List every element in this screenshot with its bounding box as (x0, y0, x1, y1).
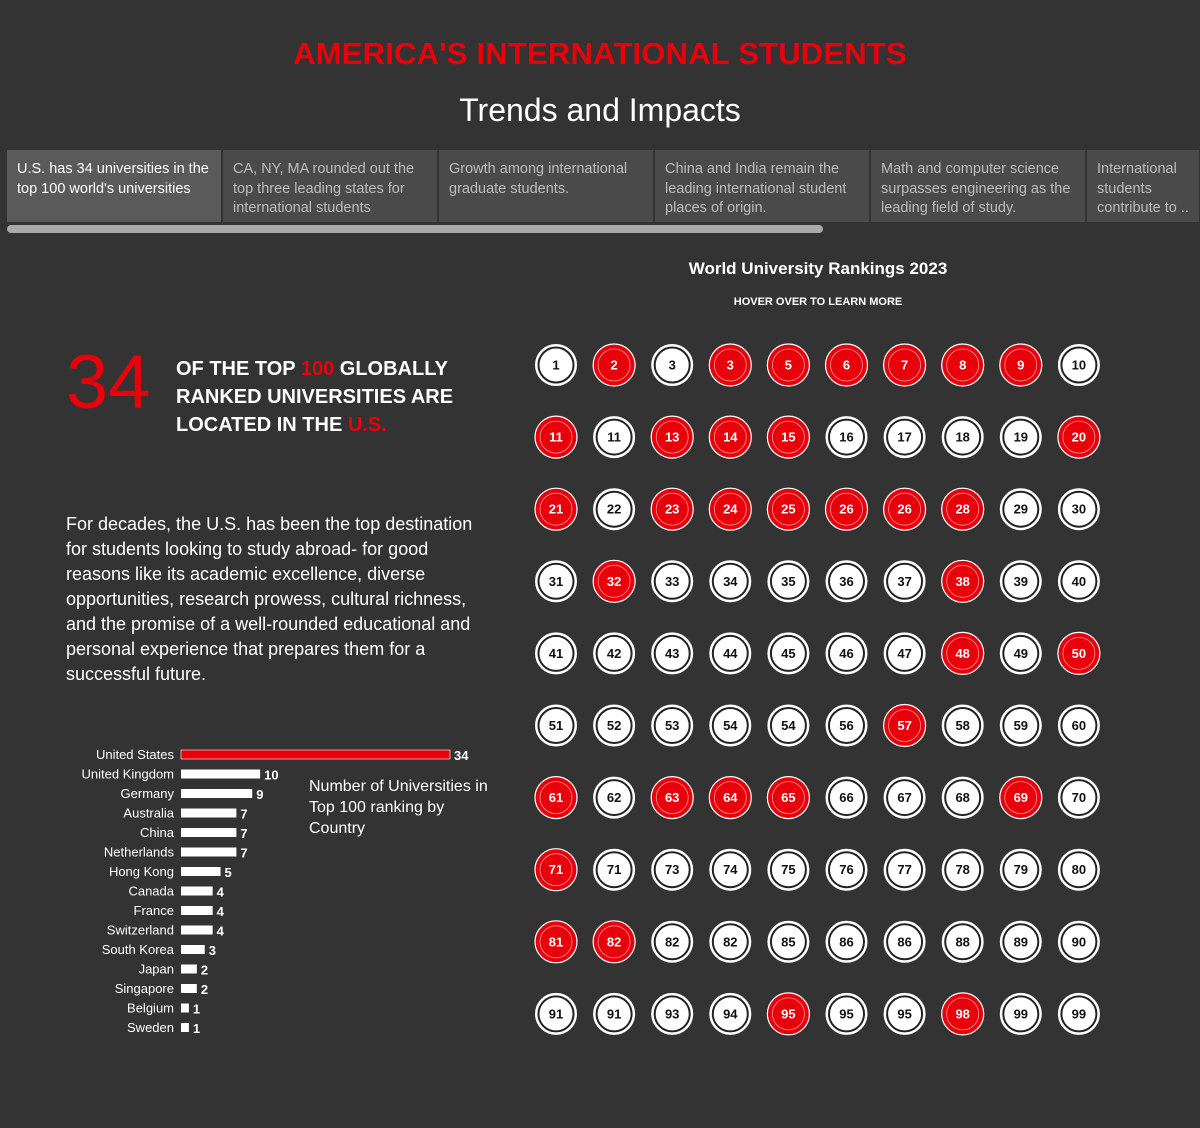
rank-label: 67 (897, 790, 912, 806)
bar[interactable] (181, 926, 213, 935)
rank-label: 71 (606, 862, 622, 878)
rank-circle[interactable] (885, 561, 925, 601)
rank-circle[interactable] (1000, 777, 1042, 819)
rank-circle[interactable] (652, 706, 692, 746)
rank-label: 24 (723, 501, 738, 517)
rank-label: 73 (664, 862, 680, 878)
rank-circle[interactable] (1059, 994, 1099, 1034)
rank-circle[interactable] (594, 417, 634, 457)
rank-circle[interactable] (535, 921, 577, 963)
rank-label: 95 (897, 1006, 912, 1022)
bar-chart-title: Number of Universities in Top 100 ranking by Country (309, 778, 488, 837)
bar-value: 1 (192, 1021, 201, 1036)
rank-label: 66 (839, 790, 854, 806)
rank-circle[interactable] (1058, 416, 1100, 458)
rank-label: 3 (668, 357, 676, 373)
rank-label: 3 (726, 357, 734, 373)
rank-label: 16 (839, 429, 854, 445)
rank-label: 65 (781, 790, 796, 806)
rankings-hint: HOVER OVER TO LEARN MORE (733, 296, 903, 308)
bar-label: Netherlands (103, 844, 174, 860)
rank-circle[interactable] (768, 706, 808, 746)
rank-label: 74 (723, 862, 738, 878)
rank-label: 54 (723, 718, 738, 733)
rank-circle[interactable] (942, 488, 984, 530)
rank-circle[interactable] (594, 633, 634, 673)
rank-circle[interactable] (536, 994, 576, 1034)
rank-circle[interactable] (943, 706, 983, 746)
rank-label: 36 (839, 573, 854, 589)
rank-label: 25 (781, 501, 796, 517)
bar-value: 2 (200, 962, 209, 978)
rank-circle[interactable] (942, 993, 984, 1035)
rank-circle[interactable] (767, 344, 809, 386)
rank-label: 19 (1013, 429, 1029, 445)
rank-circle[interactable] (1001, 922, 1041, 962)
rank-circle[interactable] (651, 488, 693, 530)
rank-circle[interactable] (710, 850, 750, 890)
rank-circle[interactable] (710, 922, 750, 962)
rank-label: 81 (548, 934, 564, 950)
rank-circle[interactable] (709, 416, 751, 458)
rank-circle[interactable] (1059, 489, 1099, 529)
rank-label: 95 (781, 1006, 796, 1022)
rank-circle[interactable] (1059, 922, 1099, 962)
bar[interactable] (181, 750, 450, 759)
tab-graduate-growth[interactable]: Growth among international graduate students. (439, 150, 653, 222)
rank-circle[interactable] (1059, 345, 1099, 385)
bar[interactable] (181, 1004, 189, 1013)
rank-label: 21 (548, 501, 564, 517)
bar-value: 7 (240, 806, 248, 822)
rank-circle[interactable] (593, 560, 635, 602)
rank-circle[interactable] (710, 561, 750, 601)
bar-label: Hong Kong (108, 864, 174, 879)
tab-field-of-study[interactable]: Math and computer science surpasses engineering as the leading field of study. (871, 150, 1085, 222)
rank-label: 52 (606, 718, 622, 733)
bar[interactable] (181, 1023, 189, 1032)
rank-circle[interactable] (827, 706, 867, 746)
rank-circle[interactable] (767, 993, 809, 1035)
bar[interactable] (181, 828, 236, 837)
rank-label: 99 (1071, 1006, 1087, 1022)
rank-label: 75 (781, 862, 796, 878)
rank-label: 78 (955, 862, 970, 878)
rank-label: 82 (606, 934, 622, 950)
rank-label: 64 (723, 790, 738, 806)
rank-label: 53 (664, 718, 680, 733)
bar[interactable] (181, 770, 260, 779)
rank-label: 54 (781, 718, 796, 733)
rank-label: 94 (723, 1006, 738, 1022)
bar-value: 5 (224, 865, 232, 880)
rank-circle[interactable] (942, 632, 984, 674)
rank-circle[interactable] (536, 633, 576, 673)
rank-circle[interactable] (1001, 417, 1041, 457)
rank-circle[interactable] (884, 344, 926, 386)
rank-circle[interactable] (827, 850, 867, 890)
rank-circle[interactable] (652, 561, 692, 601)
rank-circle[interactable] (885, 633, 925, 673)
bar-label: United Kingdom (81, 766, 174, 782)
rank-circle[interactable] (943, 922, 983, 962)
rank-label: 93 (664, 1006, 680, 1022)
bar-value: 34 (454, 748, 469, 763)
rank-label: 85 (781, 934, 796, 950)
rank-label: 11 (607, 429, 621, 445)
rank-label: 88 (955, 934, 970, 950)
rank-label: 79 (1013, 862, 1029, 878)
rank-label: 70 (1071, 790, 1087, 806)
bar[interactable] (181, 945, 205, 954)
rank-label: 40 (1071, 573, 1087, 589)
rank-circle[interactable] (768, 561, 808, 601)
rank-circle[interactable] (535, 488, 577, 530)
rank-circle[interactable] (593, 921, 635, 963)
rank-circle[interactable] (594, 778, 634, 818)
rank-circle[interactable] (885, 417, 925, 457)
bar-label: Singapore (114, 981, 174, 996)
rank-label: 98 (955, 1006, 970, 1022)
rank-circle[interactable] (1001, 561, 1041, 601)
rank-label: 34 (723, 573, 738, 589)
rank-label: 80 (1071, 862, 1087, 878)
rank-label: 26 (839, 501, 854, 517)
tab-leading-states[interactable]: CA, NY, MA rounded out the top three leading states for international students (223, 150, 437, 222)
rank-circle[interactable] (942, 344, 984, 386)
rank-circle[interactable] (1001, 706, 1041, 746)
rank-circle[interactable] (710, 994, 750, 1034)
rank-circle[interactable] (1059, 706, 1099, 746)
rank-circle[interactable] (1059, 850, 1099, 890)
intro-paragraph: For decades, the U.S. has been the top destination for students looking to study abroad- for good reasons like its academic excellence, diverse opportunities, research prowess, cultural richness, and the promise of a well-rounded educational and personal experience that prepares them for a successful future. (66, 514, 473, 684)
rank-label: 18 (955, 429, 970, 445)
rank-label: 58 (955, 718, 970, 733)
rank-label: 63 (664, 790, 680, 806)
tab-us-universities[interactable]: U.S. has 34 universities in the top 100 world's universities (7, 150, 221, 222)
rank-circle[interactable] (943, 850, 983, 890)
bar-value: 10 (264, 767, 279, 783)
bar-label: Sweden (127, 1020, 174, 1035)
rank-label: 49 (1013, 645, 1029, 661)
rank-label: 68 (955, 790, 970, 806)
story-tabs (7, 150, 1200, 222)
rank-label: 26 (897, 501, 912, 517)
rank-label: 1 (552, 357, 560, 373)
rank-label: 48 (955, 645, 970, 661)
bar-value: 4 (216, 923, 224, 939)
headline-part-b: GLOBALLY RANKED UNIVERSITIES ARE LOCATED IN THE (176, 358, 454, 436)
rank-circle[interactable] (709, 777, 751, 819)
rank-label: 62 (606, 790, 622, 806)
rank-circle[interactable] (827, 633, 867, 673)
bar-label: South Korea (101, 942, 174, 957)
rank-circle[interactable] (535, 849, 577, 891)
bar-label: Switzerland (106, 922, 174, 938)
rank-label: 82 (723, 934, 738, 950)
rank-circle[interactable] (827, 922, 867, 962)
rank-circle[interactable] (826, 488, 868, 530)
rank-circle[interactable] (536, 561, 576, 601)
rank-circle[interactable] (885, 778, 925, 818)
rank-circle[interactable] (943, 417, 983, 457)
rank-label: 86 (839, 934, 854, 950)
rank-circle[interactable] (767, 416, 809, 458)
bar-value: 7 (240, 826, 248, 841)
rank-circle[interactable] (652, 633, 692, 673)
rank-label: 11 (549, 429, 563, 445)
rank-label: 28 (955, 501, 970, 517)
rank-label: 41 (548, 645, 564, 661)
headline-part-a: OF THE TOP (176, 358, 301, 380)
rank-circle[interactable] (594, 994, 634, 1034)
page-subtitle: Trends and Impacts (459, 92, 741, 128)
bar-value: 4 (216, 904, 224, 919)
rank-label: 95 (839, 1006, 854, 1022)
rankings-grid (530, 336, 1130, 1046)
rank-label: 29 (1013, 501, 1029, 517)
bar[interactable] (181, 867, 221, 876)
rank-label: 2 (610, 357, 618, 373)
rank-circle[interactable] (536, 706, 576, 746)
rank-circle[interactable] (594, 850, 634, 890)
tab-economic-contribution[interactable]: International students contribute to .. (1087, 150, 1199, 222)
rank-label: 91 (606, 1006, 622, 1022)
rank-label: 60 (1071, 718, 1087, 733)
rank-label: 47 (897, 645, 912, 661)
rank-label: 32 (606, 573, 622, 589)
rank-circle[interactable] (767, 777, 809, 819)
bar-label: France (133, 903, 174, 918)
rank-circle[interactable] (768, 922, 808, 962)
bar-value: 1 (192, 1001, 201, 1017)
rank-label: 45 (781, 645, 796, 661)
rank-label: 44 (723, 645, 738, 661)
rank-circle[interactable] (1000, 344, 1042, 386)
rank-circle[interactable] (943, 778, 983, 818)
bar[interactable] (181, 789, 252, 798)
bar-label: Belgium (127, 1000, 174, 1016)
rankings-title: World University Rankings 2023 (688, 259, 948, 278)
big-number: 34 (66, 340, 151, 425)
bar[interactable] (181, 965, 197, 974)
rank-circle[interactable] (885, 850, 925, 890)
rank-label: 17 (897, 429, 912, 445)
rank-label: 77 (897, 862, 912, 878)
rank-circle[interactable] (594, 706, 634, 746)
bar-label: Japan (138, 961, 174, 977)
rank-label: 90 (1071, 934, 1087, 950)
rank-label: 5 (784, 357, 793, 373)
rank-label: 9 (1017, 357, 1025, 373)
rank-label: 50 (1071, 645, 1087, 661)
rank-label: 99 (1013, 1006, 1029, 1022)
rank-circle[interactable] (884, 488, 926, 530)
rank-circle[interactable] (1001, 850, 1041, 890)
rank-label: 30 (1071, 501, 1087, 517)
rank-circle[interactable] (942, 560, 984, 602)
rank-circle[interactable] (1001, 489, 1041, 529)
bar-value: 9 (256, 787, 264, 802)
rank-circle[interactable] (536, 345, 576, 385)
rank-label: 46 (839, 645, 854, 661)
rank-circle[interactable] (651, 777, 693, 819)
rank-label: 14 (723, 429, 738, 445)
bar-label: Australia (123, 805, 174, 821)
rank-label: 7 (900, 357, 909, 373)
bar[interactable] (181, 809, 236, 818)
rank-label: 33 (664, 573, 680, 589)
rank-circle[interactable] (710, 706, 750, 746)
rank-circle[interactable] (1001, 994, 1041, 1034)
rank-label: 38 (955, 573, 970, 589)
rank-label: 8 (959, 357, 967, 373)
rank-circle[interactable] (768, 850, 808, 890)
bar[interactable] (181, 848, 236, 857)
rank-circle[interactable] (827, 561, 867, 601)
bar[interactable] (181, 887, 213, 896)
rank-label: 15 (781, 429, 796, 445)
rank-label: 35 (781, 573, 796, 589)
page-title: AMERICA'S INTERNATIONAL STUDENTS (293, 36, 907, 71)
rank-circle[interactable] (827, 417, 867, 457)
rank-label: 61 (548, 790, 564, 806)
bar-label: Germany (120, 786, 174, 801)
headline-highlight-100: 100 (300, 358, 335, 380)
rank-label: 51 (548, 718, 564, 733)
bar-label: Canada (128, 883, 174, 899)
rank-label: 91 (548, 1006, 564, 1022)
rank-circle[interactable] (767, 488, 809, 530)
rank-circle[interactable] (652, 345, 692, 385)
rank-circle[interactable] (709, 344, 751, 386)
headline-text (176, 355, 476, 439)
rank-label: 59 (1013, 718, 1029, 733)
rank-label: 37 (897, 573, 912, 589)
rank-label: 13 (664, 429, 680, 445)
rank-label: 76 (839, 862, 854, 878)
rank-label: 20 (1071, 429, 1087, 445)
rank-label: 89 (1013, 934, 1029, 950)
rank-label: 71 (548, 862, 564, 878)
rank-label: 86 (897, 934, 912, 950)
rank-circle[interactable] (651, 416, 693, 458)
rank-label: 6 (842, 357, 851, 373)
rank-label: 82 (664, 934, 680, 950)
rank-circle[interactable] (709, 488, 751, 530)
rank-label: 57 (897, 718, 912, 733)
tab-places-of-origin[interactable]: China and India remain the leading international student places of origin. (655, 150, 869, 222)
rank-circle[interactable] (1001, 633, 1041, 673)
rank-circle[interactable] (827, 994, 867, 1034)
rank-circle[interactable] (652, 922, 692, 962)
bar-value: 2 (200, 982, 209, 997)
rank-circle[interactable] (652, 994, 692, 1034)
rank-circle[interactable] (885, 922, 925, 962)
bar[interactable] (181, 984, 197, 993)
rank-circle[interactable] (1058, 632, 1100, 674)
rank-label: 31 (548, 573, 564, 589)
rank-label: 42 (606, 645, 622, 661)
rank-circle[interactable] (1059, 778, 1099, 818)
rank-label: 69 (1013, 790, 1029, 806)
bar[interactable] (181, 906, 213, 915)
rank-circle[interactable] (535, 777, 577, 819)
rank-circle[interactable] (1059, 561, 1099, 601)
rank-circle[interactable] (710, 633, 750, 673)
rank-label: 56 (839, 718, 854, 733)
bar-label: United States (95, 747, 174, 762)
rank-label: 39 (1013, 573, 1029, 589)
rank-circle[interactable] (594, 489, 634, 529)
bar-label: China (140, 825, 174, 840)
bar-value: 4 (216, 884, 224, 900)
rank-circle[interactable] (768, 633, 808, 673)
bar-value: 7 (240, 845, 248, 861)
rank-circle[interactable] (884, 705, 926, 747)
rank-circle[interactable] (885, 994, 925, 1034)
headline-highlight-us: U.S. (347, 414, 387, 436)
rank-circle[interactable] (826, 344, 868, 386)
rank-label: 23 (664, 501, 680, 517)
rank-label: 43 (664, 645, 680, 661)
rank-circle[interactable] (535, 416, 577, 458)
rank-label: 10 (1071, 357, 1087, 373)
rank-label: 22 (606, 501, 622, 517)
rank-circle[interactable] (827, 778, 867, 818)
rank-circle[interactable] (593, 344, 635, 386)
tabs-scrollbar[interactable] (7, 225, 823, 233)
rank-circle[interactable] (652, 850, 692, 890)
bar-value: 3 (208, 943, 216, 958)
